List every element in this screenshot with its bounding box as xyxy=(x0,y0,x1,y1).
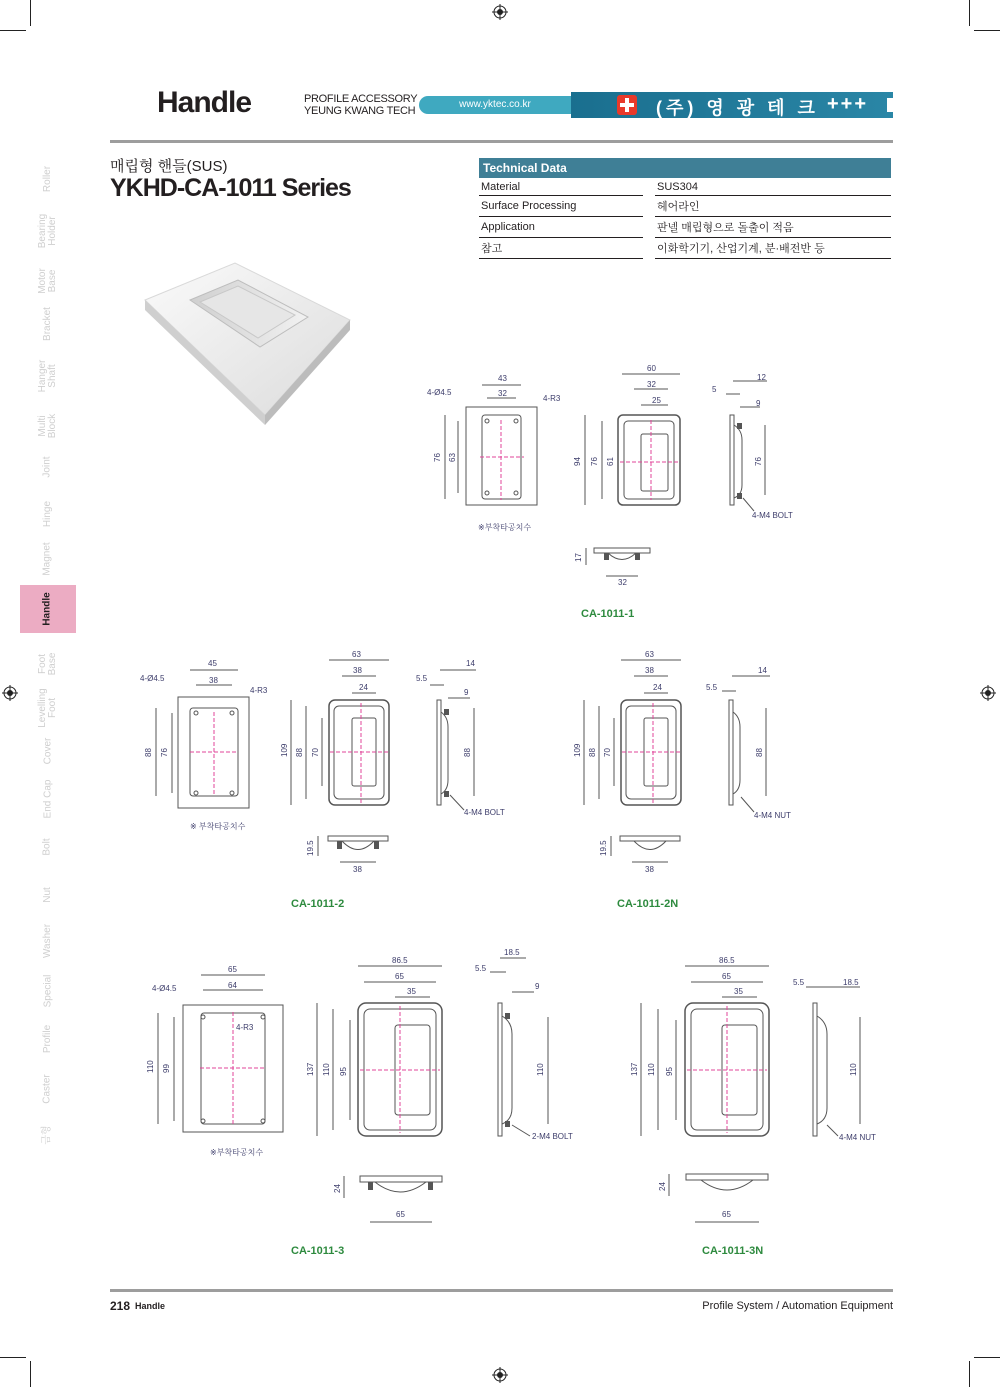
dim-label: 35 xyxy=(407,987,416,996)
model-label: CA-1011-2N xyxy=(617,898,679,910)
dim-label: 38 xyxy=(645,865,654,874)
brand-logo-icon xyxy=(617,95,637,115)
sidebar-item-magnet[interactable]: Magnet xyxy=(41,542,53,576)
dim-label: 65 xyxy=(722,1210,731,1219)
drawing-ca-1011-2n xyxy=(565,650,805,890)
dim-label: 5.5 xyxy=(706,683,718,692)
technical-data-table xyxy=(479,158,891,259)
dim-label: 17 xyxy=(574,553,583,562)
dim-label: 4-M4 NUT xyxy=(754,811,791,820)
footer-right-text: Profile System / Automation Equipment xyxy=(702,1300,893,1312)
dim-label: 2-M4 BOLT xyxy=(532,1132,573,1141)
website-link[interactable]: www.yktec.co.kr xyxy=(419,96,571,114)
sidebar-item-bolt[interactable]: Bolt xyxy=(41,838,53,856)
dim-label: 60 xyxy=(647,364,656,373)
dim-label: 4-Ø4.5 xyxy=(427,388,452,397)
sidebar-item-roller[interactable]: Roller xyxy=(42,165,53,193)
dim-label: 110 xyxy=(146,1060,155,1073)
dim-label: 64 xyxy=(228,981,237,990)
dim-label: 38 xyxy=(353,666,362,675)
table-row xyxy=(479,217,891,238)
dim-label: 76 xyxy=(590,457,599,466)
dim-label: 32 xyxy=(618,578,627,587)
drawing-ca-1011-1 xyxy=(420,360,800,610)
drawing-ca-1011-3n xyxy=(620,945,890,1235)
sidebar-item-washer[interactable]: Washer xyxy=(42,923,53,959)
dim-label: 43 xyxy=(498,374,507,383)
dim-label: 24 xyxy=(333,1184,342,1193)
table-key: Application xyxy=(479,217,643,238)
header-subtitle-line2: YEUNG KWANG TECH xyxy=(304,105,416,117)
header-divider xyxy=(110,140,893,143)
dim-label: 110 xyxy=(536,1063,545,1076)
dim-label: 76 xyxy=(433,453,442,462)
dim-label: 4-R3 xyxy=(236,1023,254,1032)
dim-label: 5.5 xyxy=(416,674,428,683)
dim-label: 4-Ø4.5 xyxy=(152,984,177,993)
model-label: CA-1011-3N xyxy=(702,1245,764,1257)
dim-label: 18.5 xyxy=(843,978,859,987)
sidebar-item-bracket[interactable]: Bracket xyxy=(42,307,53,341)
crop-mark xyxy=(30,0,31,26)
dim-label: 38 xyxy=(353,865,362,874)
cutout-note: ※부착타공치수 xyxy=(210,1148,264,1157)
registration-mark-icon xyxy=(980,685,996,701)
sidebar-item-handle[interactable]: Handle xyxy=(20,585,76,633)
sidebar-item-foot-base[interactable]: Foot Base xyxy=(37,652,58,676)
dim-label: 109 xyxy=(573,743,582,757)
brand-bar-end xyxy=(887,98,893,112)
drawing-ca-1011-3 xyxy=(135,945,585,1245)
dim-label: 5.5 xyxy=(793,978,805,987)
table-row xyxy=(479,238,891,259)
dim-label: 88 xyxy=(295,748,304,757)
dim-label: 137 xyxy=(306,1062,315,1076)
header-subtitle-line1: PROFILE ACCESSORY xyxy=(304,93,418,105)
sidebar-item-cover[interactable]: Cover xyxy=(42,737,53,765)
dim-label: 88 xyxy=(588,748,597,757)
dim-label: 137 xyxy=(630,1062,639,1076)
dim-label: 38 xyxy=(209,676,218,685)
table-key: Material xyxy=(479,178,643,196)
dim-label: 4-Ø4.5 xyxy=(140,674,165,683)
dim-label: 24 xyxy=(359,683,368,692)
dim-label: 95 xyxy=(339,1067,348,1076)
product-title: YKHD-CA-1011 Series xyxy=(110,174,351,202)
dim-label: 61 xyxy=(606,457,615,466)
registration-mark-icon xyxy=(492,1367,508,1383)
dim-label: 65 xyxy=(395,972,404,981)
dim-label: 70 xyxy=(311,748,320,757)
dim-label: 9 xyxy=(464,688,469,697)
dim-label: 24 xyxy=(653,683,662,692)
dim-label: 12 xyxy=(757,373,766,382)
dim-label: 88 xyxy=(144,748,153,757)
dim-label: 14 xyxy=(758,666,767,675)
footer-section: Handle xyxy=(135,1301,166,1311)
sidebar-item-levelling-foot[interactable]: Levelling Foot xyxy=(37,688,58,728)
dim-label: 86.5 xyxy=(392,956,408,965)
dim-label: 94 xyxy=(573,457,582,466)
page-number: 218 xyxy=(110,1299,131,1313)
dim-label: 32 xyxy=(647,380,656,389)
table-row xyxy=(479,178,891,196)
dim-label: 25 xyxy=(652,396,661,405)
crop-mark xyxy=(974,30,1000,31)
dim-label: 63 xyxy=(448,453,457,462)
dim-label: 99 xyxy=(162,1064,171,1073)
footer-divider xyxy=(110,1289,893,1292)
dim-label: 18.5 xyxy=(504,948,520,957)
technical-data-heading: Technical Data xyxy=(479,158,891,178)
cutout-note: ※ 부착타공치수 xyxy=(190,822,246,831)
sidebar-item-mold[interactable]: 금형 xyxy=(41,1125,53,1145)
cutout-note: ※부착타공치수 xyxy=(478,523,532,532)
dim-label: 38 xyxy=(645,666,654,675)
table-row xyxy=(479,196,891,217)
dim-label: 9 xyxy=(756,399,761,408)
dim-label: 88 xyxy=(755,748,764,757)
sidebar-item-nut[interactable]: Nut xyxy=(42,887,53,903)
dim-label: 4-R3 xyxy=(250,686,268,695)
crop-mark xyxy=(30,1361,31,1387)
table-value: SUS304 xyxy=(655,178,891,196)
dim-label: 110 xyxy=(647,1063,656,1076)
table-value: 이화학기기, 산업기계, 분·배전반 등 xyxy=(655,238,891,259)
dim-label: 24 xyxy=(658,1182,667,1191)
dim-label: 86.5 xyxy=(719,956,735,965)
drawing-ca-1011-2 xyxy=(135,650,525,900)
dim-label: 70 xyxy=(603,748,612,757)
dim-label: 32 xyxy=(498,389,507,398)
brand-name: (주) 영 광 테 크 xyxy=(656,98,819,118)
dim-label: 65 xyxy=(396,1210,405,1219)
sidebar-item-profile[interactable]: Profile xyxy=(41,1024,53,1054)
sidebar-item-end-cap[interactable]: End Cap xyxy=(41,779,53,819)
sidebar-item-hanger-shaft[interactable]: Hanger Shaft xyxy=(37,359,58,393)
table-value: 헤어라인 xyxy=(655,196,891,217)
crop-mark xyxy=(969,0,970,26)
dim-label: 45 xyxy=(208,659,217,668)
model-label: CA-1011-2 xyxy=(291,898,345,910)
dim-label: 63 xyxy=(352,650,361,659)
crop-mark xyxy=(969,1361,970,1387)
dim-label: 9 xyxy=(535,982,540,991)
sidebar-item-special[interactable]: Special xyxy=(42,974,53,1008)
dim-label: 109 xyxy=(280,743,289,757)
crop-mark xyxy=(0,30,26,31)
brand-bar xyxy=(571,92,893,118)
sidebar-item-hinge[interactable]: Hinge xyxy=(41,500,53,528)
header-subtitle xyxy=(304,93,417,117)
dim-label: 19.5 xyxy=(599,840,608,856)
product-photo xyxy=(140,255,370,430)
dim-label: 5.5 xyxy=(475,964,487,973)
page-title: Handle xyxy=(157,86,252,119)
dim-label: 76 xyxy=(754,457,763,466)
dim-label: 63 xyxy=(645,650,654,659)
dim-label: 35 xyxy=(734,987,743,996)
dim-label: 4-M4 NUT xyxy=(839,1133,876,1142)
dim-label: 4-R3 xyxy=(543,394,561,403)
dim-label: 65 xyxy=(228,965,237,974)
sidebar-item-motor-base[interactable]: Motor Base xyxy=(37,268,58,294)
crop-mark xyxy=(974,1357,1000,1358)
table-key: Surface Processing xyxy=(479,196,643,217)
brand-plus: +++ xyxy=(827,93,869,115)
dim-label: 5 xyxy=(712,385,717,394)
dim-label: 88 xyxy=(463,748,472,757)
table-key: 참고 xyxy=(479,238,643,259)
table-value: 판넬 매립형으로 돌출이 적음 xyxy=(655,217,891,238)
model-label: CA-1011-3 xyxy=(291,1245,345,1257)
sidebar-item-bearing-holder[interactable]: Bearing Holder xyxy=(37,213,58,249)
dim-label: 14 xyxy=(466,659,475,668)
crop-mark xyxy=(0,1357,26,1358)
dim-label: 4-M4 BOLT xyxy=(464,808,505,817)
sidebar-item-joint[interactable]: Joint xyxy=(42,456,53,478)
sidebar-item-caster[interactable]: Caster xyxy=(41,1074,53,1104)
product-subtitle: 매립형 핸들(SUS) xyxy=(110,158,228,175)
registration-mark-icon xyxy=(2,685,18,701)
dim-label: 110 xyxy=(849,1063,858,1076)
dim-label: 19.5 xyxy=(306,840,315,856)
dim-label: 65 xyxy=(722,972,731,981)
dim-label: 110 xyxy=(322,1063,331,1076)
dim-label: 76 xyxy=(160,748,169,757)
dim-label: 95 xyxy=(665,1067,674,1076)
model-label: CA-1011-1 xyxy=(581,608,635,620)
dim-label: 4-M4 BOLT xyxy=(752,511,793,520)
sidebar-item-multi-block[interactable]: Multi Block xyxy=(37,413,58,439)
registration-mark-icon xyxy=(492,4,508,20)
